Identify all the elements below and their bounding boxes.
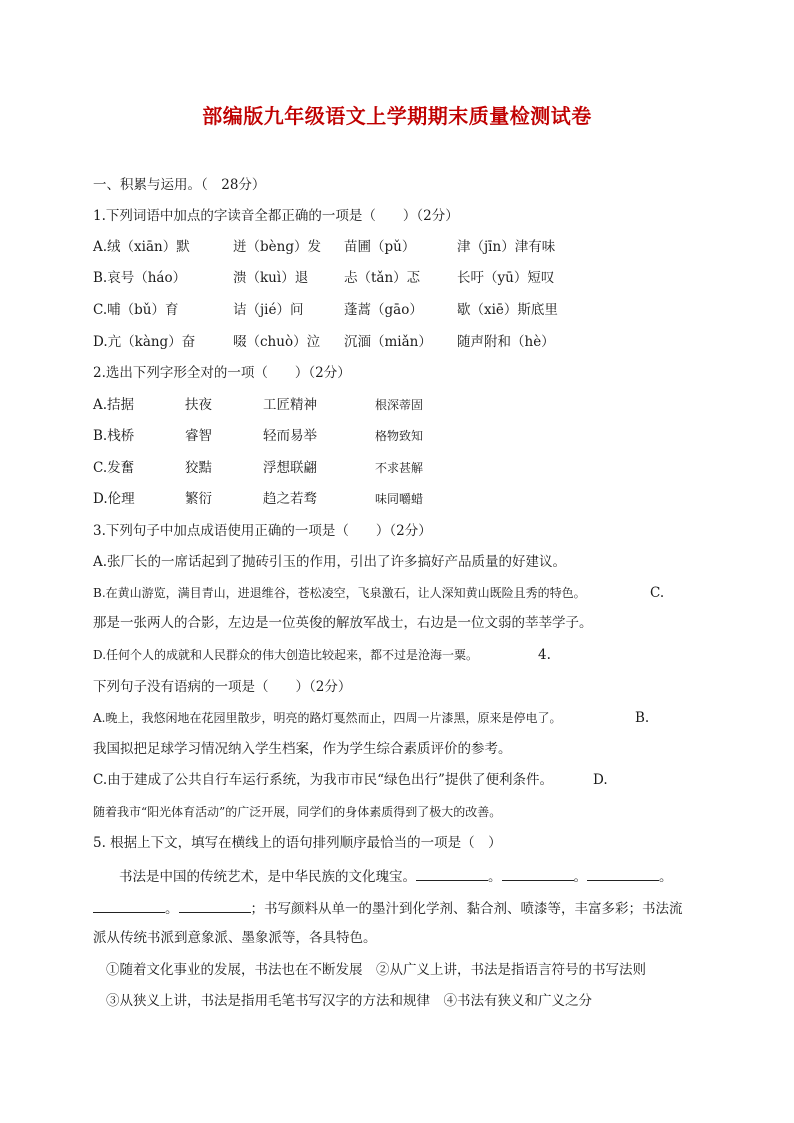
q2-c-word-2: 狡黠 xyxy=(185,460,212,476)
q1-a-word-2: 迸（bèng）发 xyxy=(233,239,321,255)
q1-b-word-3: 忐（tǎn）忑 xyxy=(344,270,421,286)
q2-d-word-4: 味同嚼蜡 xyxy=(375,492,424,506)
q3-option-c: 那是一张两人的合影，左边是一位英俊的解放军战士，右边是一位文弱的莘莘学子。 xyxy=(93,615,593,631)
q2-d-word-3: 趋之若骛 xyxy=(263,491,317,507)
answer-blank-5[interactable] xyxy=(179,898,251,913)
q1-b-word-4: 长吁（yū）短叹 xyxy=(457,270,555,286)
q4-option-d-label: D. xyxy=(593,772,608,788)
q3-option-c-label: C. xyxy=(650,585,665,601)
q4-option-b-label: B. xyxy=(635,710,650,726)
q5-passage-line-3: 派从传统书派到意象派、墨象派等，各具特色。 xyxy=(93,930,377,946)
q1-a-word-1: A.绒（xiān）默 xyxy=(93,239,190,255)
question-4-stem: 下列句子没有语病的一项是（ ）（2分） xyxy=(93,679,352,695)
q4-option-a: A.晚上，我悠闲地在花园里散步，明亮的路灯戛然而止，四周一片漆黑，原来是停电了。 xyxy=(93,711,562,725)
q5-passage-line-1: 书法是中国的传统艺术，是中华民族的文化瑰宝。 。 。 。 xyxy=(119,866,673,886)
q1-c-word-1: C.哺（bǔ）育 xyxy=(93,302,179,318)
q4-option-c: C.由于建成了公共自行车运行系统，为我市市民“绿色出行”提供了便利条件。 xyxy=(93,772,553,788)
q5-choices-line-1: ①随着文化事业的发展，书法也在不断发展 ②从广义上讲，书法是指语言符号的书写法则 xyxy=(106,962,646,978)
q2-c-word-3: 浮想联翩 xyxy=(263,460,317,476)
q1-c-word-3: 蓬蒿（gāo） xyxy=(344,302,423,318)
q1-a-word-4: 津（jīn）津有味 xyxy=(457,239,556,255)
question-5-stem: 5. 根据上下文，填写在横线上的语句排列顺序最恰当的一项是（ ） xyxy=(93,835,502,851)
q3-option-d: D.任何个人的成就和人民群众的伟大创造比较起来，都不过是沧海一粟。 xyxy=(93,648,479,662)
answer-blank-1[interactable] xyxy=(416,866,488,881)
question-2-stem: 2.选出下列字形全对的一项（ ）（2分） xyxy=(93,365,351,381)
question-3-stem: 3.下列句子中加点成语使用正确的一项是（ ）（2分） xyxy=(93,523,432,539)
q4-option-d: 随着我市“阳光体育活动”的广泛开展，同学们的身体素质得到了极大的改善。 xyxy=(93,805,502,819)
q1-b-word-2: 溃（kuì）退 xyxy=(233,270,309,286)
section-heading: 一、积累与运用。（ 28分） xyxy=(93,177,266,193)
q3-option-a: A.张厂长的一席话起到了抛砖引玉的作用，引出了许多搞好产品质量的好建议。 xyxy=(93,554,567,570)
q2-b-word-3: 轻而易举 xyxy=(263,428,317,444)
q2-b-word-1: B.栈桥 xyxy=(93,428,135,444)
q2-d-word-2: 繁衍 xyxy=(185,491,212,507)
q5-passage-line-2: 。 ；书写颜料从单一的墨汁到化学剂、黏合剂、喷漆等，丰富多彩；书法流 xyxy=(93,898,683,918)
q2-c-word-4: 不求甚解 xyxy=(375,461,424,475)
question-1-stem: 1.下列词语中加点的字读音全都正确的一项是（ ）（2分） xyxy=(93,208,459,224)
q2-b-word-4: 格物致知 xyxy=(375,429,424,443)
q2-a-word-2: 扶夜 xyxy=(185,397,212,413)
q2-a-word-1: A.拮据 xyxy=(93,397,135,413)
q1-d-word-1: D.亢（kàng）奋 xyxy=(93,334,196,350)
q2-b-word-2: 睿智 xyxy=(185,428,212,444)
q3-option-b: B.在黄山游览，满目青山，进退维谷，苍松凌空，飞泉激石，让人深知黄山既险且秀的特色。 xyxy=(93,586,586,600)
q5-choices-line-2: ③从狭义上讲，书法是指用毛笔书写汉字的方法和规律 ④书法有狭义和广义之分 xyxy=(106,993,592,1009)
q2-a-word-4: 根深蒂固 xyxy=(375,398,424,412)
q1-d-word-2: 啜（chuò）泣 xyxy=(233,334,321,350)
q2-c-word-1: C.发奮 xyxy=(93,460,135,476)
q1-c-word-4: 歇（xiē）斯底里 xyxy=(457,302,558,318)
q1-c-word-2: 诘（jié）问 xyxy=(233,302,304,318)
q4-option-b: 我国拟把足球学习情况纳入学生档案，作为学生综合素质评价的参考。 xyxy=(93,741,512,757)
q5-passage-text-1: 书法是中国的传统艺术，是中华民族的文化瑰宝。 xyxy=(119,869,416,885)
q1-d-word-4: 随声附和（hè） xyxy=(457,334,555,350)
answer-blank-3[interactable] xyxy=(587,866,659,881)
q2-a-word-3: 工匠精神 xyxy=(263,397,317,413)
answer-blank-4[interactable] xyxy=(93,898,165,913)
q1-b-word-1: B.哀号（háo） xyxy=(93,270,187,286)
q1-d-word-3: 沉湎（miǎn） xyxy=(344,334,432,350)
q5-passage-text-2: ；书写颜料从单一的墨汁到化学剂、黏合剂、喷漆等，丰富多彩；书法流 xyxy=(250,901,683,917)
page-title: 部编版九年级语文上学期期末质量检测试卷 xyxy=(202,104,592,128)
answer-blank-2[interactable] xyxy=(502,866,574,881)
question-4-number: 4. xyxy=(538,647,551,663)
q2-d-word-1: D.伦理 xyxy=(93,491,135,507)
q1-a-word-3: 苗圃（pǔ） xyxy=(344,239,416,255)
